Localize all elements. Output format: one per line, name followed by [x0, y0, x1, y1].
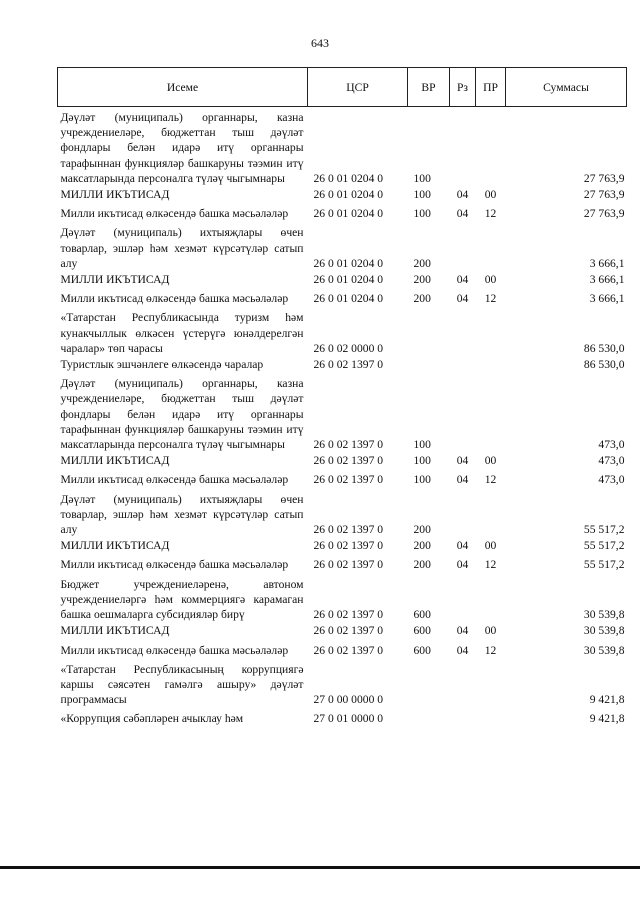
table-row: [58, 554, 627, 573]
row-csr: 27 0 01 0000 0: [313, 712, 384, 726]
row-rz: 04: [456, 454, 469, 468]
table-row: [58, 640, 627, 659]
row-rz: [450, 489, 476, 539]
row-vr: 100: [413, 473, 431, 487]
row-rz: [450, 659, 476, 709]
column-header-pr: ПР: [476, 68, 506, 107]
row-vr: [408, 357, 450, 373]
table-row: [58, 357, 627, 373]
row-pr: 00: [484, 273, 497, 287]
row-pr: [476, 708, 506, 727]
row-name: Милли икътисад өлкәсендә башка мәсьәләләр: [60, 643, 289, 657]
row-csr: 26 0 01 0204 0: [313, 207, 384, 221]
row-vr: 200: [413, 256, 431, 270]
row-sum: 55 517,2: [583, 558, 625, 572]
row-rz: [450, 107, 476, 188]
table-body: [58, 107, 627, 728]
table-row: [58, 489, 627, 539]
row-pr: [476, 357, 506, 373]
row-sum: 86 530,0: [583, 341, 625, 355]
row-csr: 26 0 01 0204 0: [313, 292, 384, 306]
row-name: Туристлык эшчәнлеге өлкәсендә чаралар: [60, 358, 264, 372]
row-pr: [476, 574, 506, 624]
row-rz: 04: [456, 473, 469, 487]
row-vr: [408, 307, 450, 357]
row-vr: 200: [413, 539, 431, 553]
row-vr: 200: [413, 292, 431, 306]
page-bottom-rule: [0, 866, 640, 869]
row-pr: 00: [484, 454, 497, 468]
row-rz: [450, 574, 476, 624]
row-csr: 26 0 02 1397 0: [313, 608, 384, 622]
row-sum: 3 666,1: [589, 273, 625, 287]
row-name: Дәүләт (муниципаль) ихтыяҗлары өчен товарлар, эшләр һәм хезмәт күрсәтүләр сатып алу: [60, 226, 304, 270]
row-sum: 30 539,8: [583, 643, 625, 657]
row-rz: 04: [456, 643, 469, 657]
row-csr: 27 0 00 0000 0: [313, 693, 384, 707]
row-name: Дәүләт (муниципаль) органнары, казна учреждениеләре, бюджеттан тыш дәүләт фондлары белән идарә итү органнары тарафыннан функцияләр башкаруны тәэмин итү максатларында персоналга түләү чыгымнары: [60, 111, 304, 185]
row-pr: 12: [484, 558, 497, 572]
table-row: [58, 307, 627, 357]
row-sum: 473,0: [598, 473, 625, 487]
row-sum: 30 539,8: [583, 608, 625, 622]
row-sum: 55 517,2: [583, 523, 625, 537]
row-pr: [476, 107, 506, 188]
row-sum: 9 421,8: [589, 693, 625, 707]
row-sum: 473,0: [598, 438, 625, 452]
row-pr: [476, 222, 506, 272]
row-name: МИЛЛИ ИКЪТИСАД: [60, 624, 170, 638]
row-pr: 12: [484, 473, 497, 487]
row-name: МИЛЛИ ИКЪТИСАД: [60, 454, 170, 468]
row-pr: [476, 373, 506, 453]
row-sum: 3 666,1: [589, 256, 625, 270]
row-name: «Татарстан Республикасында туризм һәм кунакчыллык өлкәсен үстерүгә юнәлдерелгән чаралар» төп чарасы: [60, 311, 304, 355]
row-name: МИЛЛИ ИКЪТИСАД: [60, 273, 170, 287]
row-vr: 200: [413, 523, 431, 537]
table-header: [58, 68, 627, 107]
row-pr: 12: [484, 643, 497, 657]
table-row: [58, 203, 627, 222]
row-vr: [408, 659, 450, 709]
row-csr: 26 0 02 1397 0: [313, 539, 384, 553]
row-rz: [450, 307, 476, 357]
table-row: [58, 222, 627, 272]
row-pr: 00: [484, 539, 497, 553]
table-row: [58, 107, 627, 188]
table-row: [58, 453, 627, 469]
row-sum: 27 763,9: [583, 171, 625, 185]
row-csr: 26 0 02 1397 0: [313, 624, 384, 638]
page-number: 643: [311, 36, 329, 50]
row-vr: 600: [413, 608, 431, 622]
row-rz: 04: [456, 624, 469, 638]
row-vr: 200: [413, 273, 431, 287]
row-csr: 26 0 02 1397 0: [313, 454, 384, 468]
row-sum: 30 539,8: [583, 624, 625, 638]
row-name: «Татарстан Республикасының коррупциягә каршы сәясәтен гамәлгә ашыру» дәүләт программасы: [60, 662, 304, 707]
row-sum: 86 530,0: [583, 358, 625, 372]
row-sum: 3 666,1: [589, 292, 625, 306]
row-pr: 12: [484, 292, 497, 306]
row-rz: 04: [456, 207, 469, 221]
budget-table: [57, 67, 627, 728]
column-header-rz: Рз: [450, 68, 476, 107]
table-row: [58, 659, 627, 709]
row-rz: 04: [456, 539, 469, 553]
table-row: [58, 538, 627, 554]
row-rz: [450, 708, 476, 727]
table-row: [58, 469, 627, 488]
column-header-sum: Суммасы: [506, 68, 627, 107]
row-sum: 27 763,9: [583, 188, 625, 202]
row-csr: 26 0 02 1397 0: [313, 473, 384, 487]
row-rz: [450, 373, 476, 453]
row-name: Милли икътисад өлкәсендә башка мәсьәләләр: [60, 207, 289, 221]
table-row: [58, 272, 627, 288]
column-header-csr: ЦСР: [308, 68, 408, 107]
row-pr: 00: [484, 188, 497, 202]
row-name: «Коррупция сәбәпләрен ачыклау һәм: [60, 712, 244, 726]
column-header-name: Исеме: [58, 68, 308, 107]
row-rz: 04: [456, 292, 469, 306]
row-rz: 04: [456, 273, 469, 287]
row-vr: 100: [413, 438, 431, 452]
table-row: [58, 187, 627, 203]
row-sum: 9 421,8: [589, 712, 625, 726]
row-rz: [450, 222, 476, 272]
row-csr: 26 0 01 0204 0: [313, 188, 384, 202]
row-vr: 100: [413, 454, 431, 468]
row-name: Милли икътисад өлкәсендә башка мәсьәләләр: [60, 292, 289, 306]
row-name: Милли икътисад өлкәсендә башка мәсьәләләр: [60, 558, 289, 572]
row-name: Дәүләт (муниципаль) ихтыяҗлары өчен товарлар, эшләр һәм хезмәт күрсәтүләр сатып алу: [60, 492, 304, 537]
row-csr: 26 0 02 1397 0: [313, 438, 384, 452]
row-pr: 00: [484, 624, 497, 638]
row-vr: 200: [413, 558, 431, 572]
row-rz: [450, 357, 476, 373]
row-vr: 100: [413, 188, 431, 202]
row-name: МИЛЛИ ИКЪТИСАД: [60, 188, 170, 202]
row-sum: 473,0: [598, 454, 625, 468]
row-vr: 600: [413, 624, 431, 638]
row-sum: 27 763,9: [583, 207, 625, 221]
row-csr: 26 0 02 1397 0: [313, 643, 384, 657]
row-pr: 12: [484, 207, 497, 221]
row-csr: 26 0 01 0204 0: [313, 273, 384, 287]
row-pr: [476, 659, 506, 709]
row-name: Дәүләт (муниципаль) органнары, казна учреждениеләре, бюджеттан тыш дәүләт фондлары белән идарә итү органнары тарафыннан функцияләр башкаруны тәэмин итү максатларында персоналга түләү чыгымнары: [60, 377, 304, 452]
row-csr: 26 0 01 0204 0: [313, 171, 384, 185]
table-row: [58, 574, 627, 624]
row-rz: 04: [456, 188, 469, 202]
row-vr: 600: [413, 643, 431, 657]
row-rz: 04: [456, 558, 469, 572]
table-row: [58, 288, 627, 307]
row-vr: 100: [413, 171, 431, 185]
table-row: [58, 708, 627, 727]
row-sum: 55 517,2: [583, 539, 625, 553]
row-pr: [476, 489, 506, 539]
row-vr: 100: [413, 207, 431, 221]
row-vr: [408, 708, 450, 727]
row-csr: 26 0 02 1397 0: [313, 358, 384, 372]
row-csr: 26 0 02 1397 0: [313, 558, 384, 572]
row-csr: 26 0 02 1397 0: [313, 523, 384, 537]
column-header-vr: ВР: [408, 68, 450, 107]
row-name: Милли икътисад өлкәсендә башка мәсьәләләр: [60, 473, 289, 487]
table-row: [58, 373, 627, 453]
table-row: [58, 623, 627, 639]
row-csr: 26 0 02 0000 0: [313, 341, 384, 355]
row-name: МИЛЛИ ИКЪТИСАД: [60, 539, 170, 553]
row-pr: [476, 307, 506, 357]
row-csr: 26 0 01 0204 0: [313, 256, 384, 270]
row-name: Бюджет учреждениеләренә, автоном учреждениеләргә һәм коммерциягә карамаган башка оешмаларга субсидияләр бирү: [60, 577, 304, 622]
